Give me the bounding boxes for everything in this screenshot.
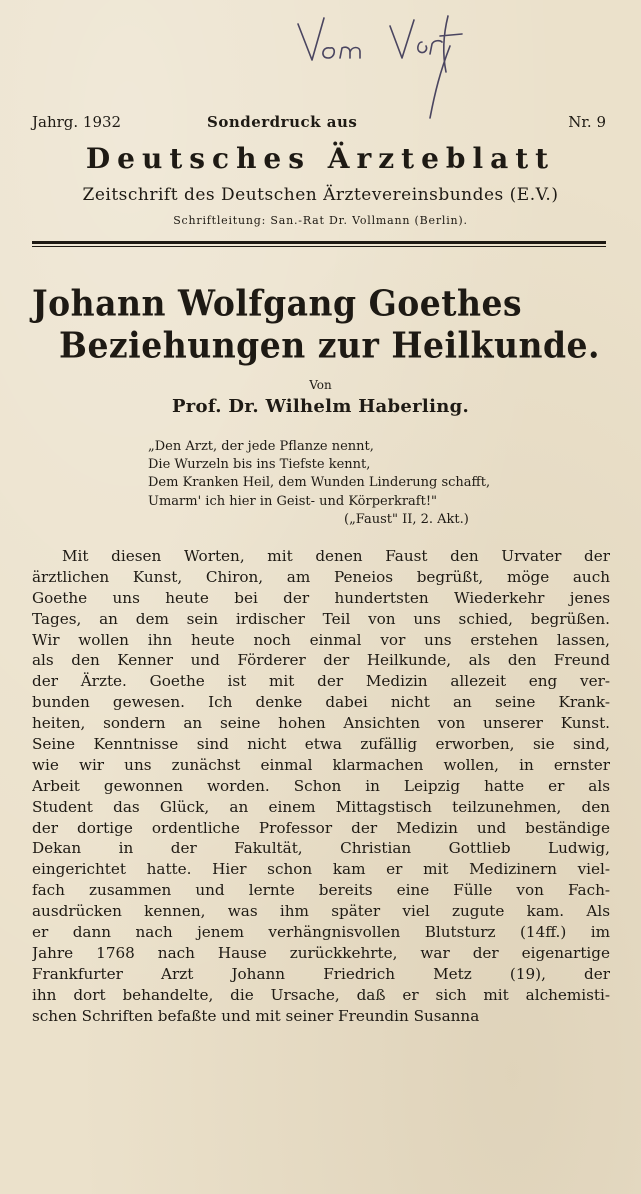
body-line: Dekan in der Fakultät, Christian Gottlieb Ludwig, <box>32 839 610 858</box>
author-name: Prof. Dr. Wilhelm Haberling. <box>171 396 470 417</box>
body-line: heiten, sondern an seine hohen Ansichten von unserer Kunst. <box>32 714 610 733</box>
body-line: ärztlichen Kunst, Chiron, am Peneios begrüßt, möge auch <box>32 567 610 586</box>
body-line: Student das Glück, an einem Mittagstisch teilzunehmen, den <box>32 797 610 816</box>
body-line: schen Schriften befaßte und mit seiner Freundin Susanna <box>32 1006 480 1025</box>
divider-thick <box>32 241 606 244</box>
body-line: wie wir uns zunächst einmal klarmachen wollen, in ernster <box>32 755 610 774</box>
epigraph-line: Umarm' ich hier in Geist- und Körperkraft!" <box>148 493 438 509</box>
journal-title: Deutsches Ärzteblatt <box>85 142 556 175</box>
body-line: ausdrücken kennen, was ihm später viel zugute kam. Als <box>32 902 610 921</box>
body-line: fach zusammen und lernte bereits eine Fülle von Fach- <box>32 881 610 900</box>
body-line: als den Kenner und Förderer der Heilkunde, als den Freund <box>32 651 610 670</box>
body-line: Frankfurter Arzt Johann Friedrich Metz (19), der <box>32 964 610 983</box>
article-body <box>32 546 610 1026</box>
body-line: der dortige ordentliche Professor der Medizin und beständige <box>32 818 610 837</box>
body-line: ihn dort behandelte, die Ursache, daß er sich mit alchemisti- <box>32 985 610 1004</box>
epigraph-line: Dem Kranken Heil, dem Wunden Linderung schafft, <box>148 475 491 491</box>
offprint-header <box>32 113 606 135</box>
issue-number: Nr. 9 <box>568 113 606 131</box>
body-line: er dann nach jenem verhängnisvollen Blutsturz (14ff.) im <box>32 923 610 942</box>
body-line: bunden gewesen. Ich denke dabei nicht an seine Krank- <box>32 693 610 712</box>
article-title-line2: Beziehungen zur Heilkunde. <box>59 324 600 367</box>
body-line: Seine Kenntnisse sind nicht etwa zufällig erworben, sie sind, <box>32 735 610 754</box>
volume-year: Jahrg. 1932 <box>32 113 122 131</box>
byline-prefix: Von <box>309 378 332 392</box>
handwritten-inscription <box>290 12 490 122</box>
body-line: eingerichtet hatte. Hier schon kam er mit Medizinern viel- <box>32 860 610 879</box>
epigraph-line: Die Wurzeln bis ins Tiefste kennt, <box>148 457 371 473</box>
epigraph <box>148 438 588 529</box>
divider-thin <box>32 246 606 247</box>
body-line: Tages, an dem sein irdischer Teil von uns schied, begrüßen. <box>32 609 610 628</box>
body-line: Mit diesen Worten, mit denen Faust den Urvater der <box>62 547 610 565</box>
offprint-label: Sonderdruck aus <box>207 113 358 131</box>
body-line: Arbeit gewonnen worden. Schon in Leipzig hatte er als <box>32 776 610 795</box>
epigraph-source: („Faust" II, 2. Akt.) <box>344 511 469 527</box>
editor-line: Schriftleitung: San.-Rat Dr. Vollmann (Berlin). <box>173 214 468 227</box>
body-line: Jahre 1768 nach Hause zurückkehrte, war der eigenartige <box>32 943 610 962</box>
body-line: Wir wollen ihn heute noch einmal vor uns erstehen lassen, <box>32 630 610 649</box>
epigraph-line: „Den Arzt, der jede Pflanze nennt, <box>148 439 374 454</box>
journal-subtitle: Zeitschrift des Deutschen Ärztevereinsbundes (E.V.) <box>82 185 559 205</box>
body-line: Goethe uns heute bei der hundertsten Wiederkehr jenes <box>32 588 610 607</box>
body-line: der Ärzte. Goethe ist mit der Medizin allezeit eng ver- <box>32 672 610 691</box>
article-title-line1: Johann Wolfgang Goethes <box>32 282 523 325</box>
